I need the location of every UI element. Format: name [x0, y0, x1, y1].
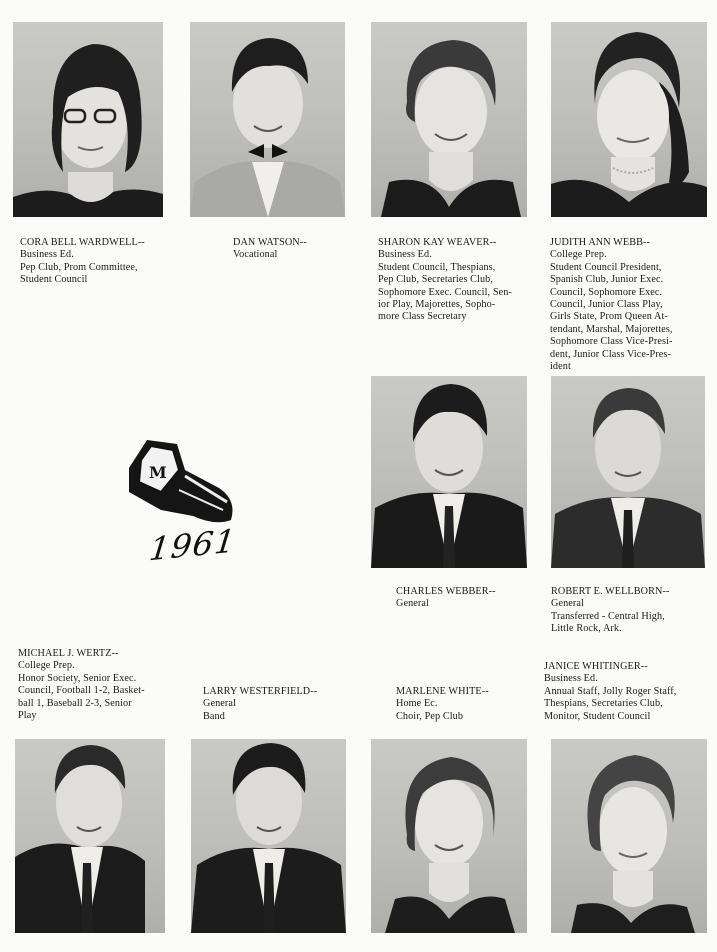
student-name: DAN WATSON--	[233, 237, 307, 248]
student-activities: Council, Junior Class Play,	[550, 299, 663, 311]
student-activities: tendant, Marshal, Majorettes,	[550, 323, 673, 335]
student-course: Business Ed.	[544, 673, 598, 685]
portrait-judith-ann-webb	[551, 22, 707, 217]
student-activities: ball 1, Baseball 2-3, Senior	[18, 697, 132, 709]
portrait-sharon-kay-weaver	[371, 22, 527, 217]
student-course: General	[396, 598, 429, 610]
year-label: 1961	[147, 521, 239, 569]
student-name: MICHAEL J. WERTZ--	[18, 648, 119, 659]
caption-larry-westerfield	[203, 686, 317, 723]
student-activities: Little Rock, Ark.	[551, 623, 622, 635]
student-activities: ior Play, Majorettes, Sopho-	[378, 299, 496, 311]
student-course: General	[203, 698, 236, 710]
caption-marlene-white	[396, 686, 489, 723]
student-activities: more Class Secretary	[378, 311, 467, 323]
student-activities: Pep Club, Prom Committee,	[20, 261, 138, 273]
student-course: College Prep.	[18, 660, 75, 672]
student-activities: Sophomore Exec. Council, Sen-	[378, 286, 512, 298]
student-activities: Band	[203, 710, 225, 722]
caption-janice-whitinger	[544, 661, 676, 723]
student-name: ROBERT E. WELLBORN--	[551, 586, 670, 597]
student-name: SHARON KAY WEAVER--	[378, 237, 497, 248]
student-course: General	[551, 598, 584, 610]
portrait-cora-bell-wardwell	[13, 22, 163, 217]
student-course: Business Ed.	[378, 249, 432, 261]
student-course: Vocational	[233, 249, 278, 261]
caption-cora-bell-wardwell	[20, 237, 145, 287]
svg-text:M: M	[149, 463, 167, 482]
portrait-robert-e-wellborn	[551, 376, 705, 568]
student-name: CHARLES WEBBER--	[396, 586, 496, 597]
student-activities: Annual Staff, Jolly Roger Staff,	[544, 685, 677, 697]
student-activities: Council, Football 1-2, Basket-	[18, 685, 145, 697]
student-activities: Honor Society, Senior Exec.	[18, 672, 137, 684]
student-name: CORA BELL WARDWELL--	[20, 237, 145, 248]
student-activities: Girls State, Prom Queen At-	[550, 311, 668, 323]
portrait-larry-westerfield	[191, 739, 346, 933]
student-activities: Thespians, Secretaries Club,	[544, 698, 663, 710]
caption-judith-ann-webb	[550, 237, 673, 373]
student-name: LARRY WESTERFIELD--	[203, 686, 318, 697]
caption-charles-webber	[396, 586, 496, 611]
student-name: JUDITH ANN WEBB--	[550, 237, 650, 248]
student-activities: Student Council, Thespians,	[378, 261, 496, 273]
caption-dan-watson	[233, 237, 307, 262]
student-activities: ident	[550, 361, 571, 373]
portrait-charles-webber	[371, 376, 527, 568]
student-course: Home Ec.	[396, 698, 438, 710]
portrait-michael-j-wertz	[15, 739, 165, 933]
student-activities: dent, Junior Class Vice-Pres-	[550, 348, 671, 360]
student-activities: Play	[18, 710, 37, 722]
student-activities: Monitor, Student Council	[544, 710, 651, 722]
student-activities: Choir, Pep Club	[396, 710, 464, 722]
caption-sharon-kay-weaver	[378, 237, 512, 324]
student-activities: Transferred - Central High,	[551, 610, 665, 622]
student-activities: Council, Sophomore Exec.	[550, 286, 663, 298]
student-name: JANICE WHITINGER--	[544, 661, 648, 672]
caption-robert-e-wellborn	[551, 586, 669, 636]
student-course: College Prep.	[550, 249, 607, 261]
student-course: Business Ed.	[20, 249, 74, 261]
student-activities: Spanish Club, Junior Exec.	[550, 274, 664, 286]
student-activities: Student Council	[20, 274, 88, 286]
portrait-janice-whitinger	[551, 739, 707, 933]
student-activities: Pep Club, Secretaries Club,	[378, 274, 494, 286]
portrait-dan-watson	[190, 22, 345, 217]
student-name: MARLENE WHITE--	[396, 686, 489, 697]
student-activities: Student Council President,	[550, 261, 662, 273]
caption-michael-j-wertz	[18, 648, 145, 722]
student-activities: Sophomore Class Vice-Presi-	[550, 336, 673, 348]
portrait-marlene-white	[371, 739, 527, 933]
